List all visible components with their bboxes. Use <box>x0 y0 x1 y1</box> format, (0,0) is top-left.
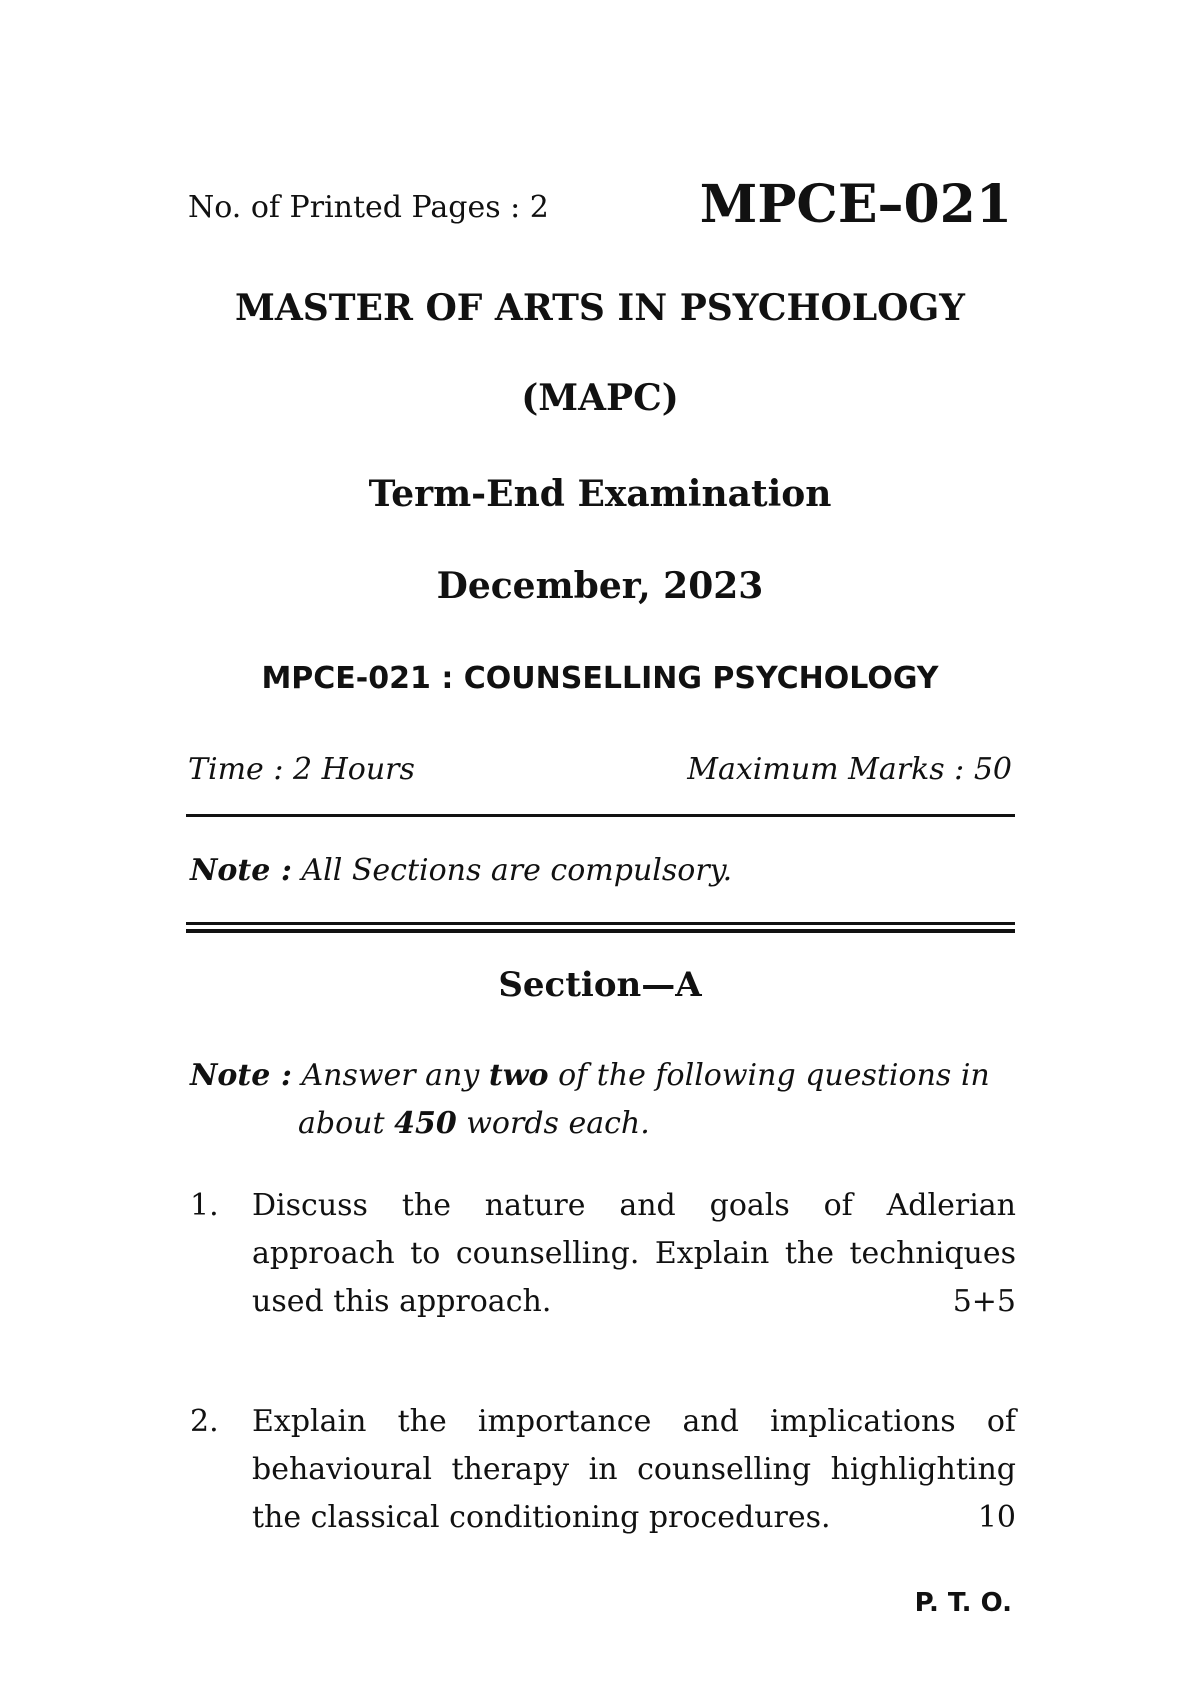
section-note-text: about <box>298 1106 395 1141</box>
section-note-continuation <box>190 1100 1016 1148</box>
section-note-text: Answer any <box>301 1058 489 1093</box>
divider-line <box>186 814 1015 817</box>
general-note-label: Note : <box>190 853 292 888</box>
section-note-text: words each. <box>456 1106 650 1141</box>
maximum-marks: Maximum Marks : 50 <box>687 752 1012 787</box>
please-turn-over: P. T. O. <box>914 1588 1012 1618</box>
question-marks: 10 <box>977 1500 1016 1535</box>
section-note <box>190 1052 1016 1148</box>
question-number: 1. <box>190 1188 219 1223</box>
exam-date: December, 2023 <box>436 565 764 607</box>
question-1 <box>190 1182 1016 1326</box>
question-line: behavioural therapy in counselling highlighting <box>252 1452 1016 1487</box>
question-line-last <box>252 1278 1016 1326</box>
section-note-text: of the following questions in <box>548 1058 990 1093</box>
section-note-word-count: 450 <box>394 1106 457 1141</box>
question-line: approach to counselling. Explain the techniques <box>252 1236 1016 1271</box>
question-line-last <box>252 1494 1016 1542</box>
question-2 <box>190 1398 1016 1542</box>
question-text <box>252 1182 1016 1326</box>
question-line: used this approach. <box>252 1284 552 1319</box>
general-note <box>190 853 732 888</box>
general-note-text: All Sections are compulsory. <box>301 853 733 888</box>
question-line: Explain the importance and implications of <box>252 1404 1016 1439</box>
programme-title: MASTER OF ARTS IN PSYCHOLOGY <box>234 287 965 329</box>
section-note-label: Note : <box>190 1058 292 1093</box>
double-divider-bottom <box>186 929 1015 933</box>
paper-title: MPCE-021 : COUNSELLING PSYCHOLOGY <box>261 661 939 696</box>
question-line: the classical conditioning procedures. <box>252 1500 831 1535</box>
question-text <box>252 1398 1016 1542</box>
section-note-count: two <box>488 1058 549 1093</box>
programme-abbreviation: (MAPC) <box>521 377 679 419</box>
exam-name: Term-End Examination <box>368 473 832 515</box>
question-marks: 5+5 <box>952 1284 1016 1319</box>
question-number: 2. <box>190 1404 219 1439</box>
exam-time: Time : 2 Hours <box>188 752 415 787</box>
printed-pages-count: No. of Printed Pages : 2 <box>188 190 549 225</box>
course-code: MPCE–021 <box>699 174 1012 235</box>
double-divider-top <box>186 922 1015 925</box>
section-heading: Section—A <box>498 965 702 1005</box>
question-line: Discuss the nature and goals of Adlerian <box>252 1188 1016 1223</box>
